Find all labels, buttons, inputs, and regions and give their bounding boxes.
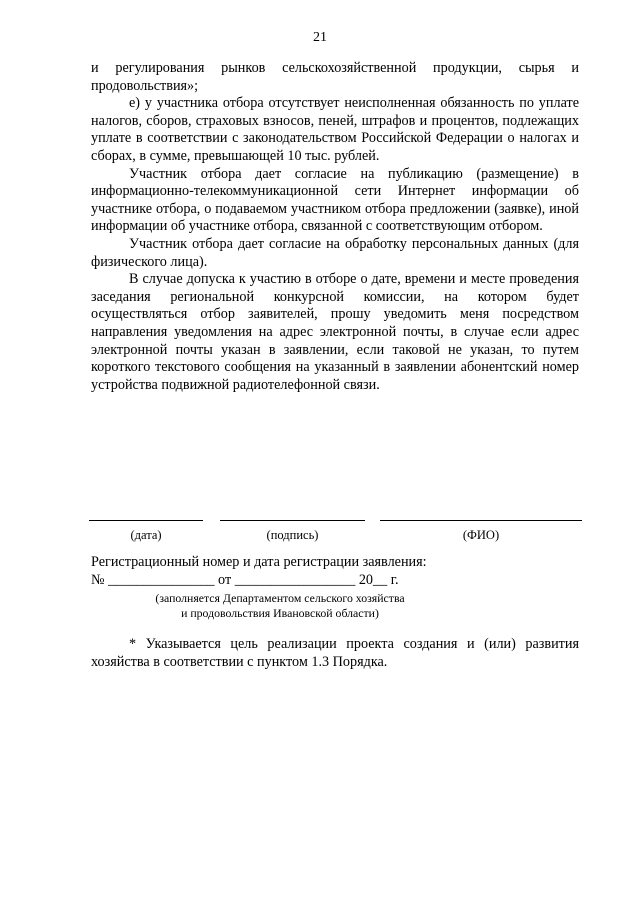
signature-line	[220, 520, 365, 521]
name-field	[380, 516, 582, 548]
paragraph-personal-data-consent: Участник отбора дает согласие на обработку персональных данных (для физического лица).	[91, 235, 579, 270]
page-number: 21	[313, 30, 327, 45]
paragraph-item-e: е) у участника отбора отсутствует неисполненная обязанность по уплате налогов, сборов, страховых взносов, пеней, штрафов и процентов, подлежащих уплате в соответствии с законодательством Российской Федерации о налогах и сборах, в сумме, превышающей 10 тыс. рублей.	[91, 95, 579, 164]
name-caption: (ФИО)	[462, 528, 500, 542]
registration-label: Регистрационный номер и дата регистрации заявления:	[91, 554, 427, 570]
document-body	[91, 60, 579, 394]
paragraph-notification-request: В случае допуска к участию в отборе о дате, времени и месте проведения заседания региональной конкурсной комиссии, на котором будет осуществляться отбор заявителей, прошу уведомить меня посредством направления уведомления на адрес электронной почты, в случае если адрес электронной почты указан в заявлении, если таковой не указан, то путем короткого текстового сообщения на указанный в заявлении абонентский номер устройства подвижной радиотелефонной связи.	[91, 271, 579, 393]
registration-note-line2: и продовольствия Ивановской области)	[181, 606, 379, 620]
paragraph-publication-consent: Участник отбора дает согласие на публикацию (размещение) в информационно-телекоммуникационной сети Интернет информации об участнике отбора, о подаваемом участником отбора предложении (заявке), иной информации об участнике отбора, связанной с соответствующим отбором.	[91, 165, 579, 235]
footnote-text: * Указывается цель реализации проекта создания и (или) развития хозяйства в соответствии с пунктом 1.3 Порядка.	[91, 636, 579, 670]
signature-field	[220, 516, 365, 548]
footnote	[91, 636, 579, 671]
date-line	[89, 520, 203, 521]
name-line	[380, 520, 582, 521]
registration-number-date-line: № _______________ от _________________ 20__ г.	[91, 572, 399, 588]
registration-note-line1: (заполняется Департаментом сельского хозяйства	[155, 591, 405, 605]
signature-caption: (подпись)	[266, 528, 319, 542]
date-signature-field	[89, 516, 203, 548]
date-caption: (дата)	[130, 528, 162, 542]
paragraph-continuation: и регулирования рынков сельскохозяйственной продукции, сырья и продовольствия»;	[91, 60, 579, 94]
